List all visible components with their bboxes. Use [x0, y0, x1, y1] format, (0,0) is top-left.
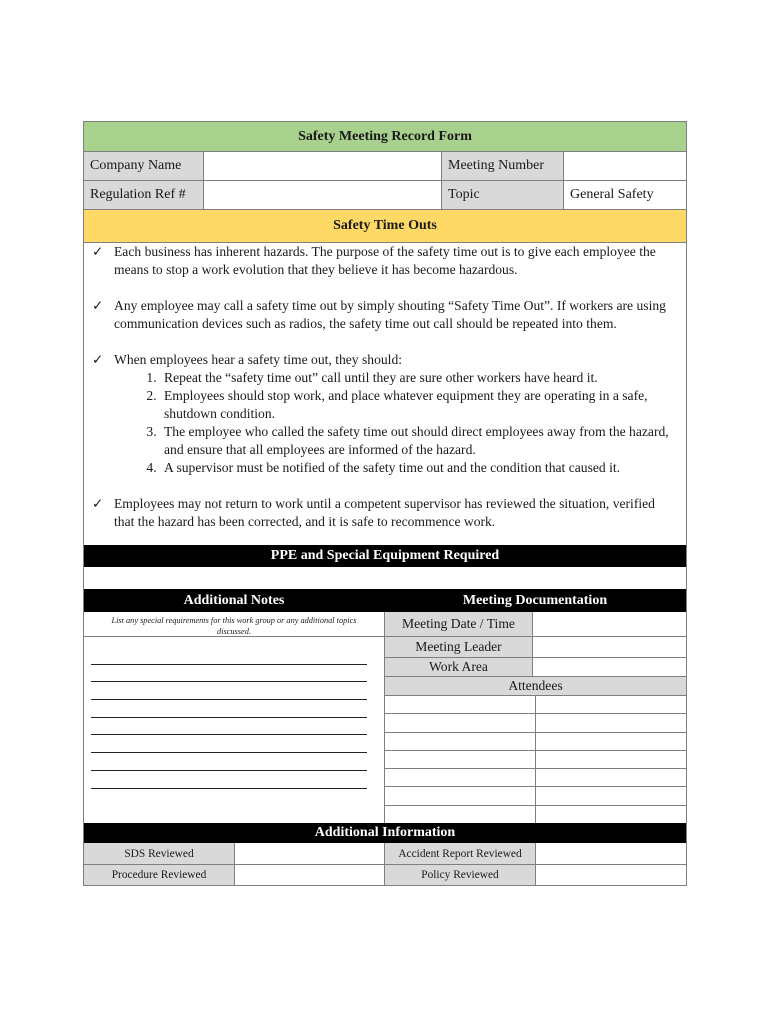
- meeting-documentation-heading: Meeting Documentation: [462, 592, 608, 608]
- doc-row-work-area: [385, 657, 686, 676]
- safety-time-outs-content: [84, 242, 686, 545]
- attendee-cell[interactable]: [385, 733, 536, 750]
- attendees-label: Attendees: [385, 676, 686, 695]
- bullet-text: When employees hear a safety time out, they should:: [114, 352, 403, 367]
- procedure-reviewed-field[interactable]: [235, 865, 385, 885]
- regulation-ref-label: Regulation Ref #: [84, 181, 204, 209]
- additional-notes-heading: Additional Notes: [183, 592, 285, 608]
- attendee-cell[interactable]: [536, 733, 686, 750]
- info-row-2: [84, 864, 686, 885]
- policy-reviewed-label: Policy Reviewed: [385, 865, 536, 885]
- attendee-cell[interactable]: [385, 751, 536, 768]
- meeting-date-time-label: Meeting Date / Time: [385, 612, 533, 636]
- bullet-text: Any employee may call a safety time out by simply shouting “Safety Time Out”. If workers are using communication devices such as radios, the safety time out call should be repeated into them.: [114, 298, 666, 331]
- work-area-label: Work Area: [385, 658, 533, 676]
- time-out-bullet: [92, 495, 676, 531]
- time-out-bullet: [92, 243, 676, 279]
- attendee-cell[interactable]: [536, 806, 686, 823]
- attendee-cell[interactable]: [385, 769, 536, 786]
- safety-time-outs-heading: Safety Time Outs: [84, 209, 686, 242]
- attendees-grid: [385, 695, 686, 823]
- note-line[interactable]: [91, 682, 367, 700]
- additional-information-heading: Additional Information: [84, 823, 686, 843]
- accident-report-reviewed-field[interactable]: [536, 843, 686, 864]
- sds-reviewed-label: SDS Reviewed: [84, 843, 235, 864]
- notes-lines[interactable]: [84, 636, 384, 789]
- safety-meeting-form: [83, 121, 687, 886]
- checkmark-icon: ✓: [92, 496, 104, 511]
- checkmark-icon: ✓: [92, 298, 104, 313]
- bullet-text: Employees may not return to work until a competent supervisor has reviewed the situation, verified that the hazard has been corrected, and it is safe to recommence work.: [114, 496, 655, 529]
- note-line[interactable]: [91, 753, 367, 771]
- doc-row-leader: [385, 636, 686, 657]
- notes-doc-body: [84, 612, 686, 823]
- checkmark-icon: ✓: [92, 352, 104, 367]
- time-out-bullet: [92, 297, 676, 333]
- meeting-number-label: Meeting Number: [442, 152, 564, 180]
- topic-field[interactable]: General Safety: [570, 187, 654, 202]
- meeting-leader-field[interactable]: [533, 637, 686, 657]
- ppe-field[interactable]: [84, 567, 686, 589]
- attendee-cell[interactable]: [536, 787, 686, 804]
- meeting-documentation-panel: [385, 612, 686, 823]
- time-out-bullet: [92, 351, 676, 477]
- step-item: 1. Repeat the “safety time out” call until they are sure other workers have heard it.: [160, 369, 676, 387]
- accident-report-reviewed-label: Accident Report Reviewed: [385, 843, 536, 864]
- note-line[interactable]: [91, 700, 367, 718]
- meeting-date-time-field[interactable]: [533, 612, 686, 636]
- step-item: 4. A supervisor must be notified of the safety time out and the condition that caused it.: [160, 459, 676, 477]
- notes-doc-heading-row: [84, 589, 686, 612]
- attendee-cell[interactable]: [536, 769, 686, 786]
- meeting-number-field[interactable]: [564, 152, 686, 180]
- procedure-reviewed-label: Procedure Reviewed: [84, 865, 235, 885]
- attendee-cell[interactable]: [536, 696, 686, 713]
- additional-notes-panel: [84, 612, 385, 823]
- note-line[interactable]: [91, 771, 367, 789]
- notes-hint: List any special requirements for this work group or any additional topics discussed.: [111, 616, 357, 636]
- attendee-cell[interactable]: [385, 806, 536, 823]
- topic-label: Topic: [442, 181, 564, 209]
- regulation-ref-field[interactable]: [204, 181, 442, 209]
- ppe-heading: PPE and Special Equipment Required: [84, 545, 686, 567]
- step-item: 2. Employees should stop work, and place whatever equipment they are operating in a safe, shutdown condition.: [160, 387, 676, 423]
- policy-reviewed-field[interactable]: [536, 865, 686, 885]
- attendee-cell[interactable]: [385, 714, 536, 731]
- company-name-label: Company Name: [84, 152, 204, 180]
- attendee-cell[interactable]: [385, 696, 536, 713]
- attendee-cell[interactable]: [536, 751, 686, 768]
- info-row-1: [84, 843, 686, 864]
- time-out-steps: [114, 369, 676, 477]
- sds-reviewed-field[interactable]: [235, 843, 385, 864]
- work-area-field[interactable]: [533, 658, 686, 676]
- regulation-row: [84, 180, 686, 209]
- form-title: Safety Meeting Record Form: [84, 122, 686, 151]
- note-line[interactable]: [91, 665, 367, 683]
- bullet-text: Each business has inherent hazards. The purpose of the safety time out is to give each employee the means to stop a work evolution that they believe it has become hazardous.: [114, 244, 656, 277]
- checkmark-icon: ✓: [92, 244, 104, 259]
- company-name-field[interactable]: [204, 152, 442, 180]
- attendee-cell[interactable]: [385, 787, 536, 804]
- doc-row-date: [385, 612, 686, 636]
- note-line[interactable]: [91, 647, 367, 665]
- meeting-leader-label: Meeting Leader: [385, 637, 533, 657]
- attendee-cell[interactable]: [536, 714, 686, 731]
- company-row: [84, 151, 686, 180]
- step-item: 3. The employee who called the safety time out should direct employees away from the hazard, and ensure that all employees are informed of the hazard.: [160, 423, 676, 459]
- note-line[interactable]: [91, 735, 367, 753]
- note-line[interactable]: [91, 718, 367, 736]
